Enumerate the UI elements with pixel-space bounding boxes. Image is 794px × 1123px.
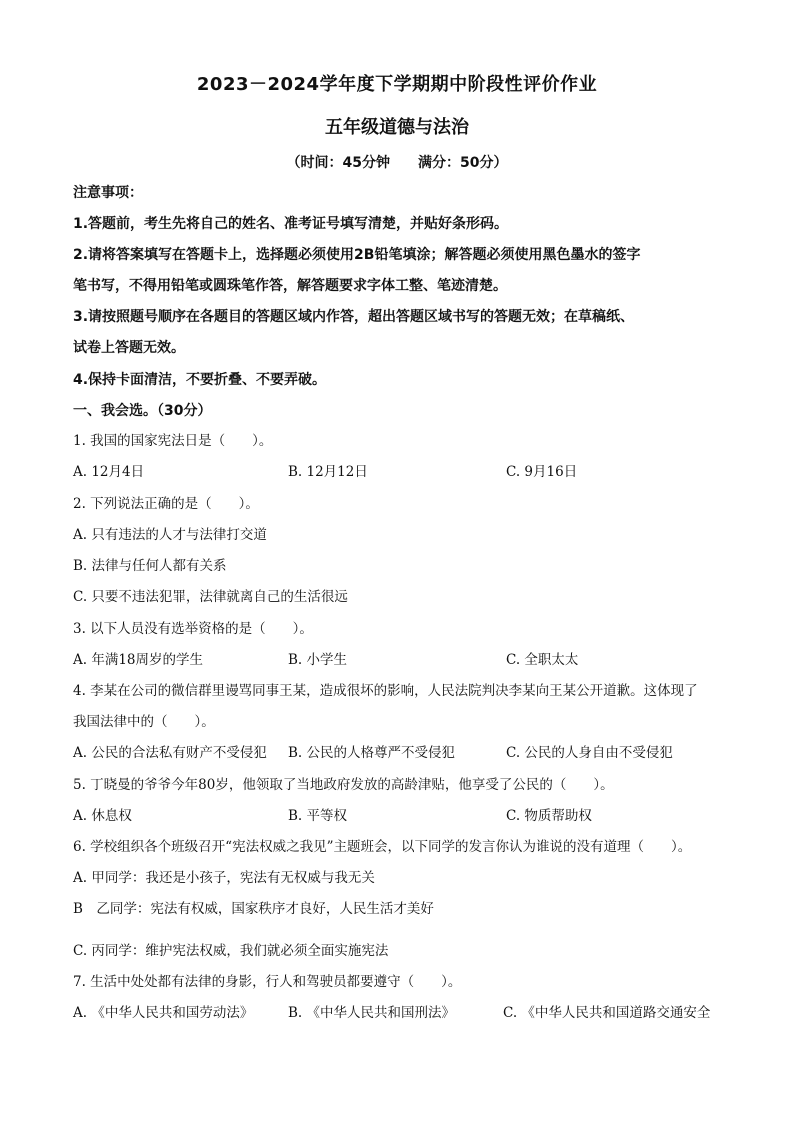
exam-time-info: （时间：45分钟 满分：50分）	[286, 155, 508, 171]
option-b: B. 公民的人格尊严不受侵犯	[288, 745, 456, 761]
option-a: A. 公民的合法私有财产不受侵犯	[73, 745, 267, 761]
option-a: A. 12月4日	[73, 464, 145, 480]
option-c: C. 全职太太	[506, 652, 579, 668]
option-a: A. 休息权	[73, 808, 132, 824]
option-c: C. 《中华人民共和国道路交通安全	[503, 1005, 711, 1021]
question-stem: 7. 生活中处处都有法律的身影，行人和驾驶员都要遵守（ ）。	[73, 974, 462, 990]
option-a: A. 《中华人民共和国劳动法》	[73, 1005, 254, 1021]
notice-item: 4.保持卡面清洁，不要折叠、不要弄破。	[73, 372, 327, 388]
exam-title: 2023－2024学年度下学期期中阶段性评价作业	[196, 74, 598, 95]
option-b: B. 《中华人民共和国刑法》	[288, 1005, 456, 1021]
option-b: B. 平等权	[288, 808, 348, 824]
question-stem: 2. 下列说法正确的是（ ）。	[73, 496, 259, 512]
option-c: C. 丙同学：维护宪法权威，我们就必须全面实施宪法	[73, 943, 389, 959]
exam-subject: 五年级道德与法治	[325, 117, 469, 138]
option-a: A. 年满18周岁的学生	[73, 652, 204, 668]
question-stem-continued: 我国法律中的（ ）。	[73, 714, 215, 730]
notice-heading: 注意事项：	[73, 185, 143, 201]
option-b: B. 12月12日	[288, 464, 368, 480]
question-stem: 3. 以下人员没有选举资格的是（ ）。	[73, 621, 313, 637]
section-heading: 一、我会选。（30分）	[73, 403, 212, 419]
option-b: B. 法律与任何人都有关系	[73, 558, 227, 574]
notice-item: 1.答题前，考生先将自己的姓名、准考证号填写清楚，并贴好条形码。	[73, 216, 509, 232]
option-b: B. 小学生	[288, 652, 348, 668]
option-c: C. 物质帮助权	[506, 808, 592, 824]
option-c: C. 只要不违法犯罪，法律就离自己的生活很远	[73, 589, 348, 605]
question-stem: 4. 李某在公司的微信群里谩骂同事王某，造成很坏的影响，人民法院判决李某向王某公开道歉。这体现了	[73, 683, 698, 699]
question-stem: 6. 学校组织各个班级召开“宪法权威之我见”主题班会，以下同学的发言你认为谁说的没有道理（ ）。	[73, 839, 692, 855]
option-c: C. 9月16日	[506, 464, 578, 480]
notice-item: 3.请按照题号顺序在各题目的答题区域内作答，超出答题区域书写的答题无效；在草稿纸、	[73, 309, 635, 325]
notice-item: 笔书写，不得用铅笔或圆珠笔作答，解答题要求字体工整、笔迹清楚。	[73, 278, 507, 294]
question-stem: 1. 我国的国家宪法日是（ ）。	[73, 433, 273, 449]
question-stem: 5. 丁晓曼的爷爷今年80岁，他领取了当地政府发放的高龄津贴，他享受了公民的（ ）。	[73, 777, 614, 793]
option-c: C. 公民的人身自由不受侵犯	[506, 745, 673, 761]
option-a: A. 甲同学：我还是小孩子，宪法有无权威与我无关	[73, 870, 375, 886]
notice-item: 2.请将答案填写在答题卡上，选择题必须使用2B铅笔填涂；解答题必须使用黑色墨水的签字	[73, 247, 641, 263]
option-a: A. 只有违法的人才与法律打交道	[73, 527, 267, 543]
notice-item: 试卷上答题无效。	[73, 340, 185, 356]
option-b: B 乙同学：宪法有权威，国家秩序才良好，人民生活才美好	[73, 901, 434, 917]
